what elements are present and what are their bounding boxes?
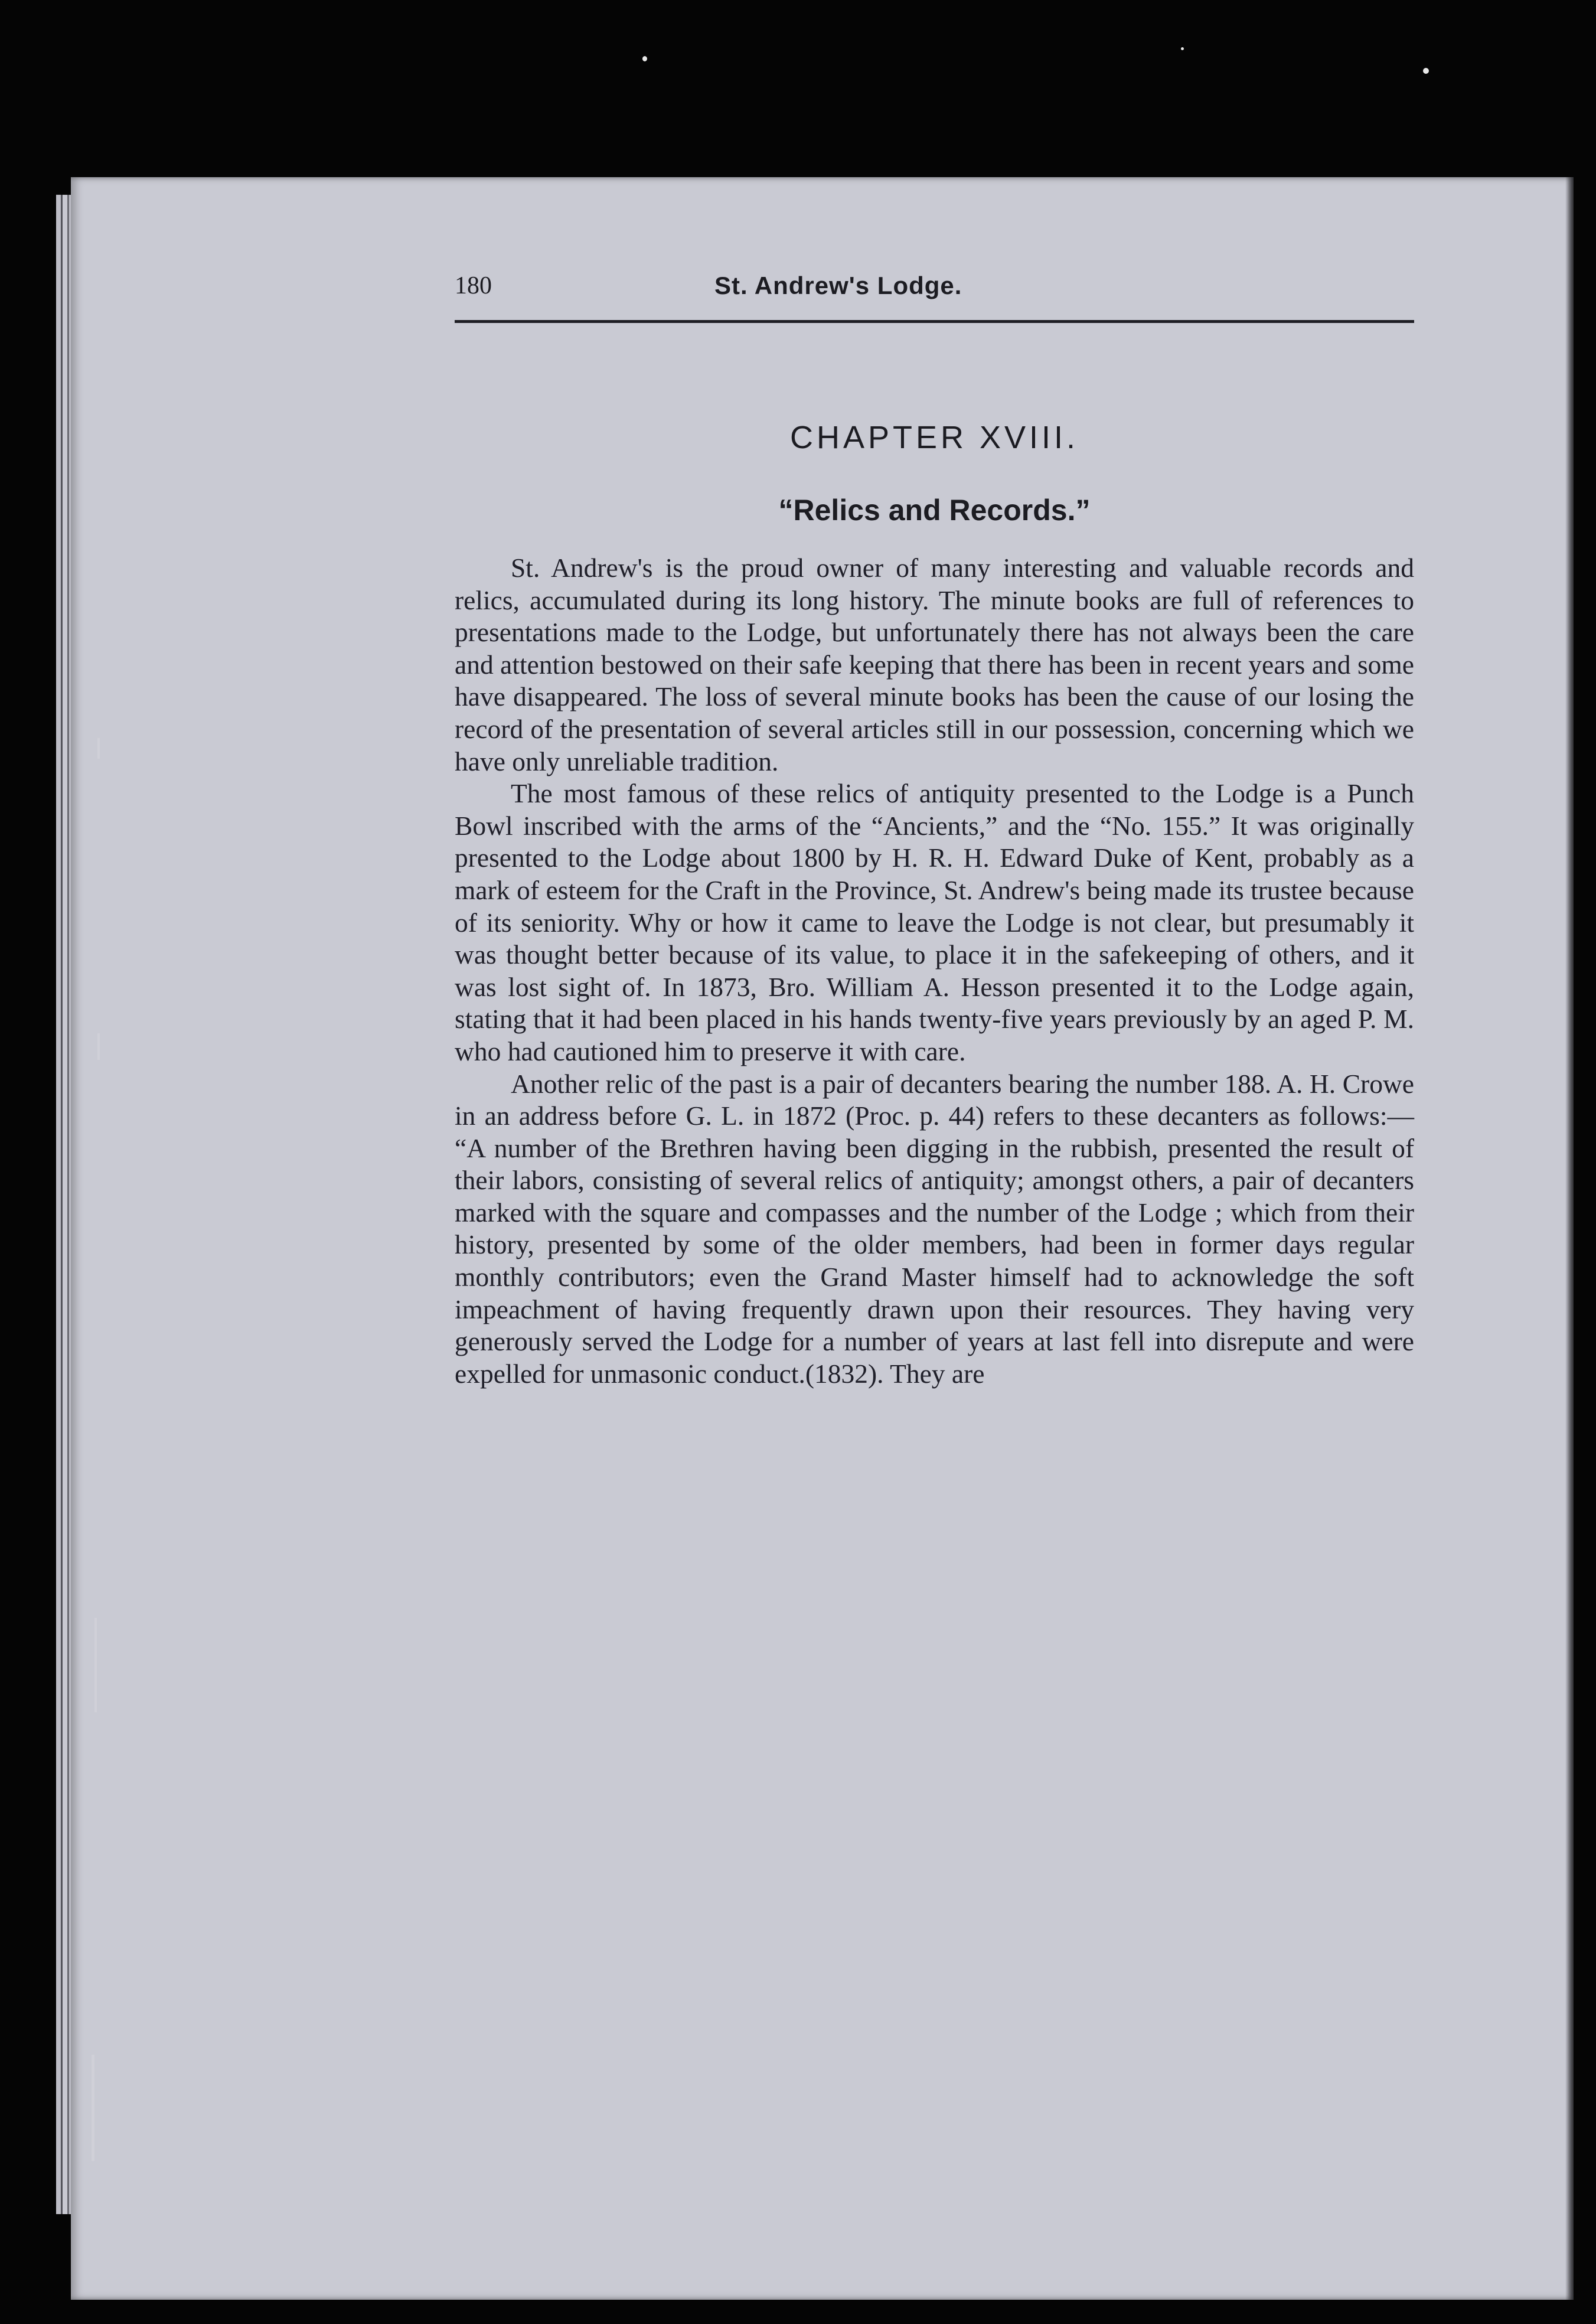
margin-mark (94, 1618, 97, 1712)
margin-mark (97, 738, 100, 759)
dust-speck (1423, 68, 1429, 74)
dust-speck (642, 56, 647, 61)
margin-mark (92, 2055, 94, 2161)
running-title: St. Andrew's Lodge. (714, 272, 962, 299)
page-header (455, 272, 1414, 319)
paragraph: St. Andrew's is the proud owner of many interesting and valuable records and relics, accumulated during its long history. The minute books are full of references to presentations made to the Lodge, but unfortunately there has not always been the care and attention bestowed on their safe keeping that there has been in recent years and some have disappeared. The loss of several minute books has been the cause of our losing the record of the presentation of several articles still in our possession, concerning which we have only unreliable tradition. (455, 553, 1414, 776)
chapter-title: “Relics and Records.” (778, 494, 1091, 527)
header-rule (455, 320, 1414, 323)
dust-speck (1181, 47, 1184, 50)
body-text (455, 552, 1414, 1390)
paragraph: The most famous of these relics of antiquity presented to the Lodge is a Punch Bowl inscribed with the arms of the “Ancients,” and the “No. 155.” It was originally presented to the Lodge about 1800 by H. R. H. Edward Duke of Kent, probably as a mark of esteem for the Craft in the Province, St. Andrew's being made its trustee because of its seniority. Why or how it came to leave the Lodge is not clear, but presumably it was thought better because of its value, to place it in the safekeeping of others, and it was lost sight of. In 1873, Bro. William A. Hesson presented it to the Lodge again, stating that it had been placed in his hands twenty-five years previously by an aged P. M. who had cautioned him to preserve it with care. (455, 778, 1414, 1066)
paragraph: Another relic of the past is a pair of decanters bearing the number 188. A. H. Crowe in an address before G. L. in 1872 (Proc. p. 44) refers to these decanters as follows:— “A number of the Brethren having been digging in the rubbish, presented the result of their labors, consisting of several relics of antiquity; amongst others, a pair of decanters marked with the square and compasses and the number of the Lodge ; which from their history, presented by some of the older members, had been in former days regular monthly contributors; even the Grand Master himself had to acknowledge the soft impeachment of having frequently drawn upon their resources. They having very generously served the Lodge for a number of years at last fell into disrepute and were expelled for unmasonic conduct.(1832). They are (455, 1068, 1414, 1389)
margin-mark (97, 1033, 100, 1060)
page-gutter-shadow (1565, 177, 1574, 2300)
page-number: 180 (455, 272, 492, 299)
chapter-heading: CHAPTER XVIII. (789, 420, 1079, 455)
